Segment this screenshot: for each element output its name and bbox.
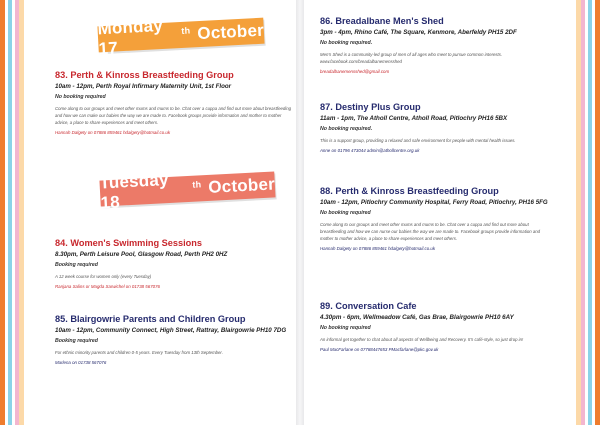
event-title: 83. Perth & Kinross Breastfeeding Group	[55, 70, 234, 80]
booking-note: Booking required	[55, 261, 98, 268]
event-contact[interactable]: Paul MacFarlane on 07788447653 PMacfarlane@pkc.gov.uk	[320, 346, 439, 352]
event-time-location: 4.30pm - 6pm, Wellmeadow Café, Gas Brae, Blairgowrie PH10 6AY	[320, 314, 514, 321]
event-time-location: 10am - 12pm, Community Connect, High Street, Rattray, Blairgowrie PH10 7DG	[55, 327, 287, 334]
event-entry-89	[320, 300, 552, 353]
event-entry-84	[55, 237, 291, 290]
event-title: 85. Blairgowrie Parents and Children Group	[55, 314, 246, 324]
event-contact[interactable]: Marlena on 01738 567076	[55, 359, 107, 365]
event-title: 88. Perth & Kinross Breastfeeding Group	[320, 186, 499, 196]
event-entry-85	[55, 313, 291, 366]
event-time-location: 11am - 1pm, The Atholl Centre, Atholl Road, Pitlochry PH16 5BX	[320, 115, 508, 122]
event-contact[interactable]: Ranjana Salins or Magda Sarwichel on 01738 567076	[55, 283, 160, 289]
event-description: An informal get together to chat about all aspects of Wellbeing and Recovery. It's café-style, so just drop in!	[320, 336, 524, 342]
event-description: For ethnic minority parents and children 0-5 years. Every Tuesday from 13th September.	[55, 349, 223, 355]
booking-note: No booking required	[320, 209, 371, 216]
booking-note: Booking required	[55, 337, 98, 344]
event-title: 86. Breadalbane Men's Shed	[320, 16, 444, 26]
booking-note: No booking required.	[320, 125, 373, 132]
monday-banner-day: Monday 17	[97, 15, 164, 59]
event-entry-83	[55, 69, 291, 136]
event-entry-86	[320, 15, 552, 75]
event-title: 84. Women's Swimming Sessions	[55, 238, 203, 248]
event-contact[interactable]: breadalbanemensshed@gmail.com	[320, 68, 390, 74]
event-time-location: 10am - 12pm, Perth Royal Infirmary Maternity Unit, 1st Floor	[55, 83, 232, 90]
tuesday-banner-day: Tuesday 18	[99, 169, 170, 213]
event-contact[interactable]: Hannah Dalgety on 07886 859461 hdalgety@hotmail.co.uk	[55, 129, 171, 135]
event-description: This is a support group, providing a relaxed and safe environment for people with mental health issues.	[320, 137, 516, 143]
monday-banner-suffix: th	[181, 25, 191, 36]
event-contact[interactable]: Anne on 01796 473044 admin@athollcentre.org.uk	[320, 147, 420, 153]
right-decorative-stripes	[576, 0, 600, 425]
left-decorative-stripes	[0, 0, 24, 425]
event-description: Come along to our groups and meet other mums and mums to be. Chat over a cuppa and find out more about breastfeeding and how we can make our babies the way we are made to. Facebook groups provide information and mother to mother advice, a place to share experiences and meet others.	[55, 105, 291, 125]
event-title: 87. Destiny Plus Group	[320, 102, 421, 112]
event-entry-87	[320, 101, 552, 154]
monday-banner-month: October	[196, 20, 265, 44]
booking-note: No booking required	[320, 324, 371, 331]
event-time-location: 3pm - 4pm, Rhino Café, The Square, Kenmore, Aberfeldy PH15 2DF	[320, 29, 517, 36]
booking-note: No booking required	[55, 93, 106, 100]
page-gutter	[296, 0, 304, 425]
tuesday-banner-month: October	[207, 174, 276, 197]
event-description: Come along to our groups and meet other mums and mums to be. Chat over a cuppa and find out more about breastfeeding and how we can nurse our babies the way we are made to. Facebook groups provide information and mother to mother advice, a place to share experiences and meet others.	[320, 221, 540, 241]
event-description: Men's Shed is a community-led group of men of all ages who meet to pursue common interests. www.facebook.com/breadalbanemensshed	[320, 51, 503, 64]
event-time-location: 8.30pm, Perth Leisure Pool, Glasgow Road, Perth PH2 0HZ	[55, 251, 228, 258]
event-description: A 12 week course for women only (every Tuesday)	[55, 273, 152, 279]
tuesday-banner-suffix: th	[192, 179, 202, 190]
event-time-location: 10am - 12pm, Pitlochry Community Hospital, Ferry Road, Pitlochry, PH16 5FG	[320, 199, 548, 206]
event-title: 89. Conversation Cafe	[320, 301, 417, 311]
event-entry-88	[320, 185, 552, 252]
booking-note: No booking required.	[320, 39, 373, 46]
event-contact[interactable]: Hannah Dalgety on 07886 859461 hdalgety@hotmail.co.uk	[320, 245, 436, 251]
